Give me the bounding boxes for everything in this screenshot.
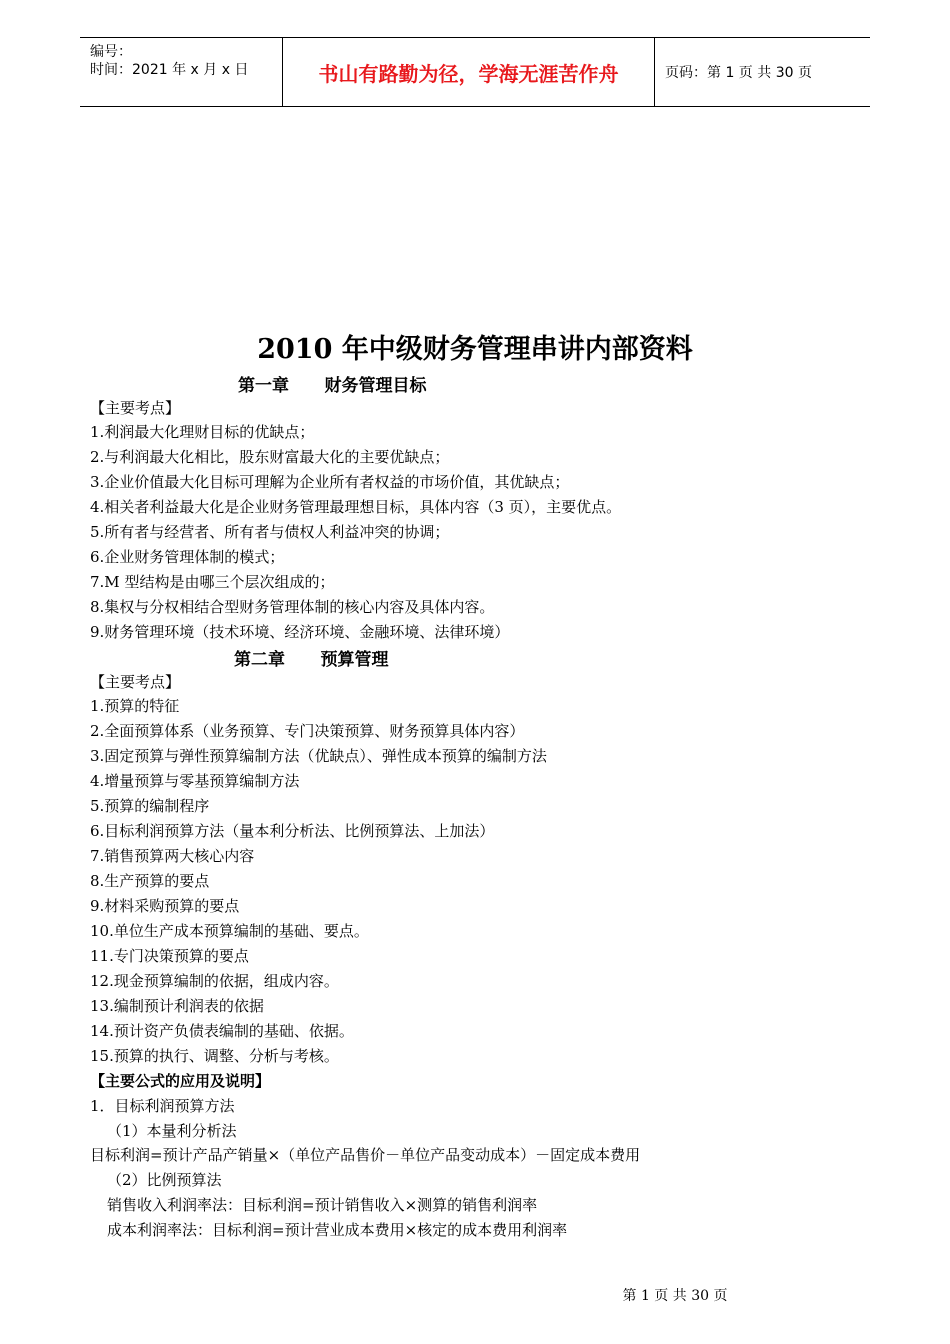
header-page-info: 页码：第 1 页 共 30 页 [665, 65, 812, 81]
chapter-2-item: 3.固定预算与弹性预算编制方法（优缺点）、弹性成本预算的编制方法 [90, 747, 547, 765]
formula-line: 销售收入利润率法：目标利润=预计销售收入×测算的销售利润率 [107, 1196, 538, 1214]
chapter-2-item: 7.销售预算两大核心内容 [90, 847, 255, 865]
chapter-1-item: 8.集权与分权相结合型财务管理体制的核心内容及具体内容。 [90, 598, 495, 616]
chapter-2-item: 9.材料采购预算的要点 [90, 897, 240, 915]
chapter-2-heading: 第二章 预算管理 [234, 650, 389, 670]
chapter-2-item: 2.全面预算体系（业务预算、专门决策预算、财务预算具体内容） [90, 722, 525, 740]
formula-line: （1）本量利分析法 [107, 1122, 237, 1140]
chapter-1-item: 7.M 型结构是由哪三个层次组成的； [90, 573, 335, 591]
formula-line: （2）比例预算法 [107, 1171, 222, 1189]
chapter-1-item: 3.企业价值最大化目标可理解为企业所有者权益的市场价值，其优缺点； [90, 473, 570, 491]
formula-line: 1．目标利润预算方法 [90, 1097, 235, 1115]
header-motto: 书山有路勤为径，学海无涯苦作舟 [282, 38, 655, 106]
chapter-2-item: 4.增量预算与零基预算编制方法 [90, 772, 300, 790]
chapter-1-item: 6.企业财务管理体制的模式； [90, 548, 285, 566]
chapter-2-section-label: 【主要考点】 [90, 673, 181, 691]
document-title: 2010 年中级财务管理串讲内部资料 [257, 334, 693, 365]
serial-label: 编号： [90, 44, 132, 60]
page-footer: 第 1 页 共 30 页 [622, 1288, 728, 1304]
chapter-1-item: 2.与利润最大化相比，股东财富最大化的主要优缺点； [90, 448, 450, 466]
chapter-2-item: 5.预算的编制程序 [90, 797, 210, 815]
chapter-2-item: 1.预算的特征 [90, 697, 180, 715]
formula-section-label: 【主要公式的应用及说明】 [90, 1072, 271, 1090]
chapter-2-item: 15.预算的执行、调整、分析与考核。 [90, 1047, 339, 1065]
chapter-1-item: 5.所有者与经营者、所有者与债权人利益冲突的协调； [90, 523, 450, 541]
chapter-2-item: 12.现金预算编制的依据，组成内容。 [90, 972, 339, 990]
chapter-1-heading: 第一章 财务管理目标 [238, 376, 427, 396]
formula-line: 目标利润=预计产品产销量×（单位产品售价－单位产品变动成本）－固定成本费用 [90, 1146, 641, 1164]
chapter-1-item: 9.财务管理环境（技术环境、经济环境、金融环境、法律环境） [90, 623, 510, 641]
chapter-2-item: 6.目标利润预算方法（量本利分析法、比例预算法、上加法） [90, 822, 495, 840]
chapter-1-section-label: 【主要考点】 [90, 399, 181, 417]
formula-line: 成本利润率法：目标利润=预计营业成本费用×核定的成本费用利润率 [107, 1221, 568, 1239]
chapter-2-item: 8.生产预算的要点 [90, 872, 210, 890]
date-label: 时间：2021 年 x 月 x 日 [90, 62, 249, 78]
chapter-2-item: 11.专门决策预算的要点 [90, 947, 249, 965]
page-header [80, 37, 870, 107]
header-meta [80, 38, 282, 106]
chapter-2-item: 10.单位生产成本预算编制的基础、要点。 [90, 922, 369, 940]
chapter-1-item: 1.利润最大化理财目标的优缺点； [90, 423, 315, 441]
chapter-2-item: 13.编制预计利润表的依据 [90, 997, 264, 1015]
chapter-1-item: 4.相关者利益最大化是企业财务管理最理想目标，具体内容（3 页），主要优点。 [90, 498, 622, 516]
chapter-2-item: 14.预计资产负债表编制的基础、依据。 [90, 1022, 354, 1040]
